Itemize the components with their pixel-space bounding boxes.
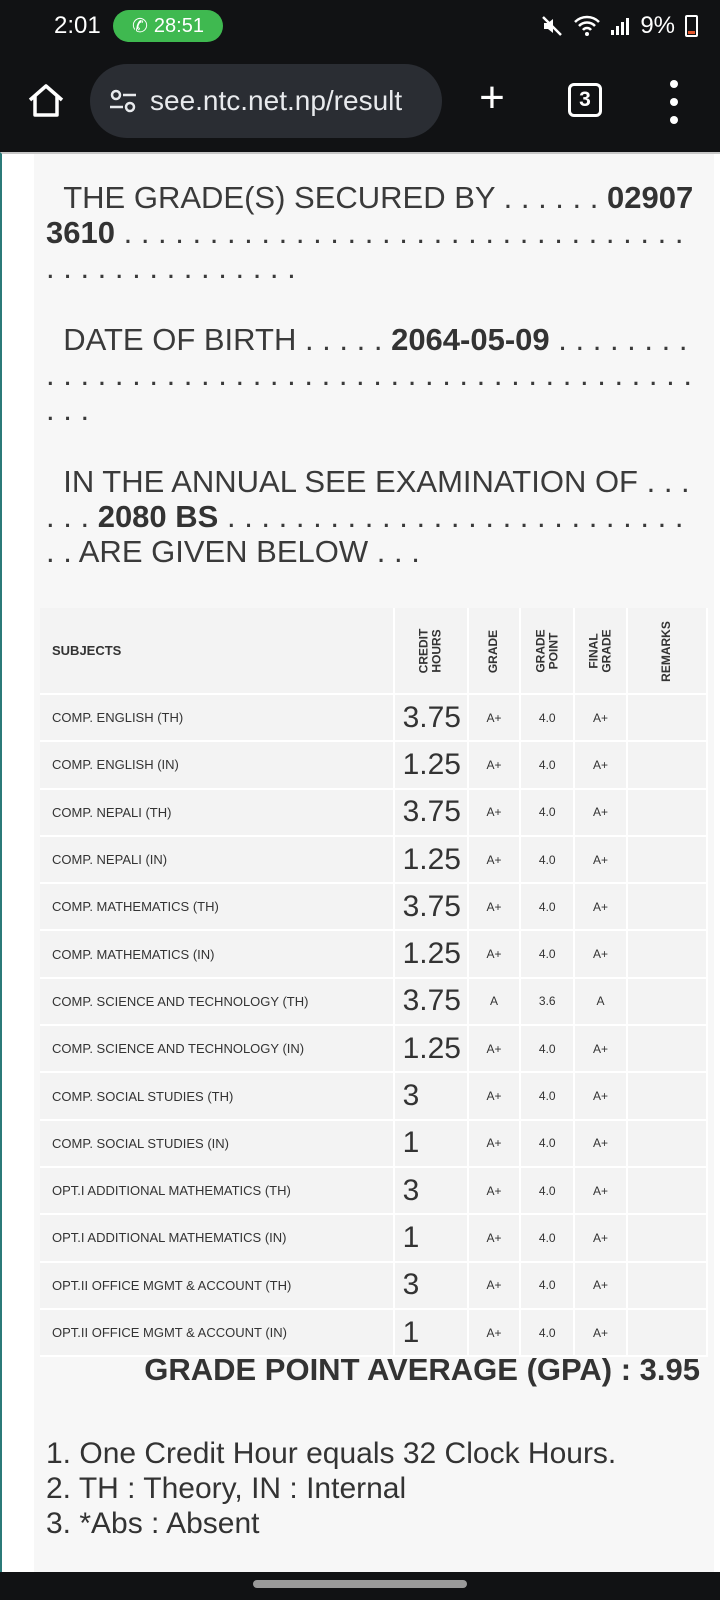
credit-hours-cell: 3.75 — [394, 883, 468, 930]
table-row — [40, 1025, 707, 1072]
tab-switcher-button[interactable]: 3 — [568, 83, 602, 117]
credit-hours-cell: 3.75 — [394, 694, 468, 741]
remarks-cell — [627, 1309, 707, 1356]
note-item: 2. TH : Theory, IN : Internal — [46, 1472, 407, 1505]
grade-point-cell: 4.0 — [520, 741, 574, 788]
grade-point-cell: 4.0 — [520, 1072, 574, 1119]
status-bar — [0, 0, 720, 52]
subject-cell: COMP. ENGLISH (TH) — [40, 694, 394, 741]
date-of-birth: 2064-05-09 — [391, 322, 550, 357]
final-grade-cell: A+ — [574, 883, 626, 930]
subject-cell: COMP. NEPALI (IN) — [40, 836, 394, 883]
home-icon[interactable] — [24, 78, 68, 122]
table-row — [40, 1120, 707, 1167]
grade-cell: A+ — [468, 1025, 520, 1072]
table-row — [40, 978, 707, 1025]
final-grade-cell: A+ — [574, 1214, 626, 1261]
subject-cell: COMP. ENGLISH (IN) — [40, 741, 394, 788]
credit-hours-cell: 1.25 — [394, 930, 468, 977]
credit-hours-cell: 1 — [394, 1214, 468, 1261]
col-grade: GRADE — [468, 608, 520, 694]
remarks-cell — [627, 1072, 707, 1119]
table-row — [40, 883, 707, 930]
final-grade-cell: A+ — [574, 789, 626, 836]
url-text: see.ntc.net.np/result — [150, 85, 403, 116]
remarks-cell — [627, 1167, 707, 1214]
notes — [46, 1436, 616, 1541]
final-grade-cell: A+ — [574, 836, 626, 883]
subject-cell: OPT.II OFFICE MGMT & ACCOUNT (IN) — [40, 1309, 394, 1356]
credit-hours-cell: 3 — [394, 1072, 468, 1119]
grade-cell: A+ — [468, 1120, 520, 1167]
grade-cell: A+ — [468, 1309, 520, 1356]
grade-cell: A — [468, 978, 520, 1025]
grade-cell: A+ — [468, 694, 520, 741]
col-subjects: SUBJECTS — [40, 608, 394, 694]
final-grade-cell: A+ — [574, 694, 626, 741]
subject-cell: COMP. MATHEMATICS (TH) — [40, 883, 394, 930]
table-row — [40, 1214, 707, 1261]
note-item: 1. One Credit Hour equals 32 Clock Hours. — [46, 1437, 617, 1470]
subject-cell: COMP. MATHEMATICS (IN) — [40, 930, 394, 977]
phone-icon: ✆ — [132, 15, 148, 37]
battery-icon — [685, 15, 698, 37]
exam-year: 2080 BS — [97, 499, 219, 534]
subject-cell: COMP. SCIENCE AND TECHNOLOGY (TH) — [40, 978, 394, 1025]
grade-cell: A+ — [468, 789, 520, 836]
col-credit-hours: CREDIT HOURS — [394, 608, 468, 694]
table-header-row — [40, 608, 707, 694]
subject-cell: OPT.II OFFICE MGMT & ACCOUNT (TH) — [40, 1262, 394, 1309]
grade-point-cell: 4.0 — [520, 1167, 574, 1214]
result-sheet — [34, 154, 714, 1572]
grade-cell: A+ — [468, 1072, 520, 1119]
remarks-cell — [627, 836, 707, 883]
remarks-cell — [627, 1214, 707, 1261]
col-remarks: REMARKS — [627, 608, 707, 694]
web-page — [0, 152, 720, 1572]
note-item: 3. *Abs : Absent — [46, 1507, 260, 1540]
remarks-cell — [627, 1025, 707, 1072]
credit-hours-cell: 3 — [394, 1262, 468, 1309]
grade-point-cell: 4.0 — [520, 930, 574, 977]
clock: 2:01 — [54, 12, 101, 39]
grade-cell: A+ — [468, 1262, 520, 1309]
grade-point-cell: 4.0 — [520, 789, 574, 836]
credit-hours-cell: 3.75 — [394, 789, 468, 836]
grade-point-cell: 4.0 — [520, 1025, 574, 1072]
final-grade-cell: A+ — [574, 1025, 626, 1072]
final-grade-cell: A+ — [574, 1309, 626, 1356]
battery-percent: 9% — [640, 12, 675, 39]
remarks-cell — [627, 883, 707, 930]
credit-hours-cell: 3.75 — [394, 978, 468, 1025]
grade-cell: A+ — [468, 883, 520, 930]
remarks-cell — [627, 694, 707, 741]
credit-hours-cell: 1 — [394, 1309, 468, 1356]
table-row — [40, 930, 707, 977]
remarks-cell — [627, 930, 707, 977]
grade-point-cell: 4.0 — [520, 836, 574, 883]
grade-point-cell: 4.0 — [520, 1309, 574, 1356]
table-row — [40, 1072, 707, 1119]
table-row — [40, 1309, 707, 1356]
credit-hours-cell: 1 — [394, 1120, 468, 1167]
new-tab-button[interactable]: + — [479, 73, 505, 122]
site-settings-icon[interactable] — [108, 86, 138, 116]
col-final-grade: FINAL GRADE — [574, 608, 626, 694]
remarks-cell — [627, 1262, 707, 1309]
grade-point-cell: 4.0 — [520, 883, 574, 930]
system-nav-bar — [0, 1572, 720, 1600]
col-grade-point: GRADE POINT — [520, 608, 574, 694]
table-row — [40, 836, 707, 883]
signal-icon — [610, 16, 630, 36]
status-icons — [540, 12, 698, 40]
subject-cell: COMP. SCIENCE AND TECHNOLOGY (IN) — [40, 1025, 394, 1072]
grade-point-cell: 3.6 — [520, 978, 574, 1025]
call-timer: 28:51 — [153, 14, 204, 37]
grade-point-cell: 4.0 — [520, 1262, 574, 1309]
credit-hours-cell: 1.25 — [394, 741, 468, 788]
gesture-handle[interactable] — [253, 1580, 467, 1588]
credit-hours-cell: 1.25 — [394, 836, 468, 883]
table-row — [40, 1262, 707, 1309]
wifi-icon — [574, 15, 600, 37]
table-row — [40, 789, 707, 836]
examination-line: IN THE ANNUAL SEE EXAMINATION OF . . . . . . 2080 BS . . . . . . . . . . . . . . . . . . . . . . . . . . . . . ARE GIVEN BELOW . . . — [46, 464, 690, 569]
subject-cell: OPT.I ADDITIONAL MATHEMATICS (TH) — [40, 1167, 394, 1214]
grade-table — [40, 608, 708, 1357]
date-of-birth-line: DATE OF BIRTH . . . . . 2064-05-09 . . . . . . . . . . . . . . . . . . . . . . . . . . . . . . . . . . . . . . . . . . . . . . . . . — [46, 322, 692, 427]
remarks-cell — [627, 1120, 707, 1167]
remarks-cell — [627, 978, 707, 1025]
grade-point-cell: 4.0 — [520, 1214, 574, 1261]
final-grade-cell: A+ — [574, 1072, 626, 1119]
remarks-cell — [627, 789, 707, 836]
ongoing-call-chip[interactable] — [113, 10, 223, 42]
credit-hours-cell: 3 — [394, 1167, 468, 1214]
table-row — [40, 1167, 707, 1214]
gpa-summary: GRADE POINT AVERAGE (GPA) : 3.95 — [144, 1352, 700, 1387]
browser-toolbar — [0, 52, 720, 152]
grade-point-cell: 4.0 — [520, 694, 574, 741]
final-grade-cell: A+ — [574, 1167, 626, 1214]
grade-cell: A+ — [468, 930, 520, 977]
credit-hours-cell: 1.25 — [394, 1025, 468, 1072]
grade-cell: A+ — [468, 836, 520, 883]
grade-cell: A+ — [468, 741, 520, 788]
subject-cell: COMP. NEPALI (TH) — [40, 789, 394, 836]
final-grade-cell: A+ — [574, 1120, 626, 1167]
mute-icon — [540, 14, 564, 38]
remarks-cell — [627, 741, 707, 788]
final-grade-cell: A+ — [574, 1262, 626, 1309]
subject-cell: COMP. SOCIAL STUDIES (IN) — [40, 1120, 394, 1167]
grade-cell: A+ — [468, 1214, 520, 1261]
final-grade-cell: A+ — [574, 741, 626, 788]
subject-cell: OPT.I ADDITIONAL MATHEMATICS (IN) — [40, 1214, 394, 1261]
symbol-number: 029073610 — [46, 180, 694, 250]
final-grade-cell: A+ — [574, 930, 626, 977]
table-row — [40, 741, 707, 788]
grade-secured-by-line: THE GRADE(S) SECURED BY . . . . . . 029073610 . . . . . . . . . . . . . . . . . . . . . . . . . . . . . . . . . . . . . . . . . . . . . . . . — [46, 180, 694, 285]
final-grade-cell: A — [574, 978, 626, 1025]
grade-cell: A+ — [468, 1167, 520, 1214]
subject-cell: COMP. SOCIAL STUDIES (TH) — [40, 1072, 394, 1119]
table-row — [40, 694, 707, 741]
more-options-icon[interactable] — [664, 80, 684, 124]
grade-point-cell: 4.0 — [520, 1120, 574, 1167]
address-bar[interactable] — [90, 64, 442, 138]
